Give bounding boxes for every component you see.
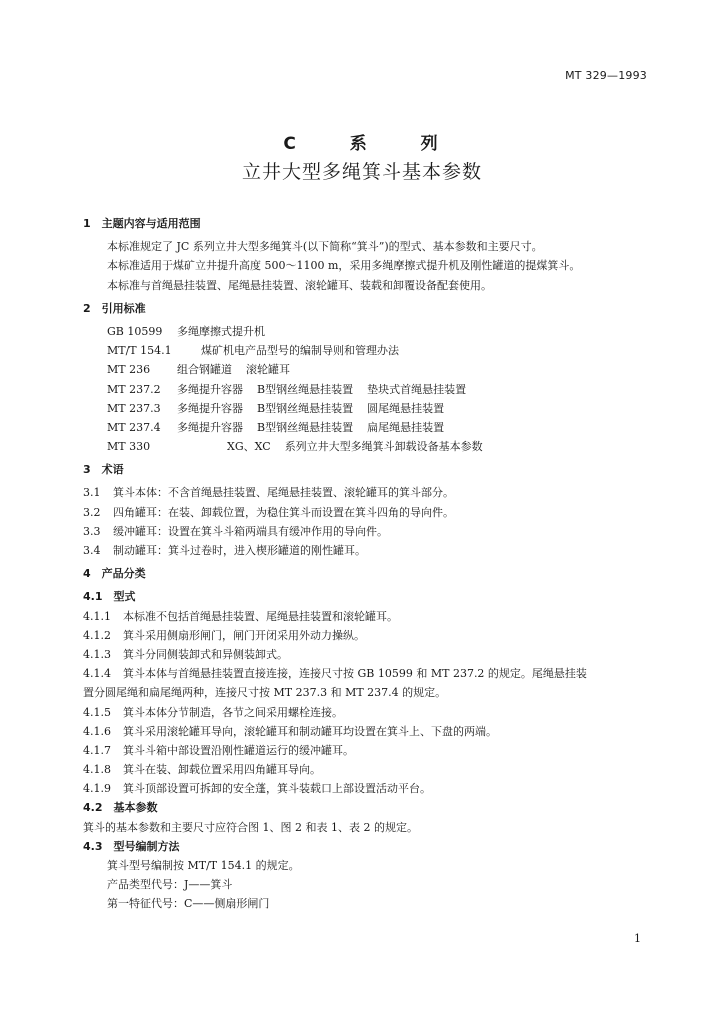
reference-item	[83, 322, 643, 341]
clause-continuation: 置分圆尾绳和扁尾绳两种，连接尺寸按 MT 237.3 和 MT 237.4 的规定。	[83, 686, 447, 700]
reference-code: MT 330	[107, 440, 151, 454]
clause-item	[83, 664, 643, 683]
term-item	[83, 541, 643, 560]
reference-item	[83, 418, 643, 437]
reference-code: MT/T 154.1	[107, 344, 172, 358]
clause-text: 箕斗本体分节制造，各节之间采用螺栓连接。	[123, 705, 343, 719]
term-text: 箕斗本体：不含首绳悬挂装置、尾绳悬挂装置、滚轮罐耳的箕斗部分。	[113, 486, 454, 500]
clause-item	[83, 779, 643, 798]
clause-number: 4.1.2	[83, 628, 111, 642]
clause-number: 4.1.6	[83, 724, 111, 738]
reference-title: XG、XC	[227, 440, 271, 454]
clause-number: 4.1.1	[83, 609, 111, 623]
clause-text: 箕斗顶部设置可拆卸的安全蓬，箕斗装载口上部设置活动平台。	[123, 782, 431, 796]
reference-item	[83, 341, 643, 360]
clause-item	[83, 645, 643, 664]
reference-title: 组合钢罐道	[177, 363, 232, 377]
section-4-heading: 4 产品分类	[83, 567, 146, 581]
clause-item	[83, 626, 643, 645]
section-1-para-1: 本标准规定了 JC 系列立井大型多绳箕斗(以下简称“箕斗”)的型式、基本参数和主要尺寸。	[107, 240, 543, 254]
clause-number: 4.1.3	[83, 647, 111, 661]
clause-number: 4.1.5	[83, 705, 111, 719]
term-number: 3.4	[83, 544, 101, 557]
clause-number: 4.1.9	[83, 782, 111, 796]
document-body	[83, 210, 643, 914]
section-4-3-line-1: 箕斗型号编制按 MT/T 154.1 的规定。	[107, 859, 300, 872]
clause-number: 4.1.8	[83, 763, 111, 777]
clause-number: 4.1.4	[83, 667, 111, 681]
clause-text: 箕斗本体与首绳悬挂装置直接连接，连接尺寸按 GB 10599 和 MT 237.2 的规定。尾绳悬挂装	[123, 667, 587, 681]
reference-code: MT 237.3	[107, 401, 161, 415]
reference-code: GB 10599	[107, 324, 163, 338]
section-4-2-heading: 4.2 基本参数	[83, 801, 158, 815]
term-number: 3.2	[83, 505, 101, 519]
section-4-3-line-2: 产品类型代号：J——箕斗	[107, 878, 233, 892]
reference-code: MT 237.4	[107, 420, 161, 434]
title-series: C 系 列	[283, 134, 441, 154]
section-4-3-heading: 4.3 型号编制方法	[83, 839, 180, 853]
reference-part: 垫块式首绳悬挂装置	[367, 382, 467, 396]
reference-part: 扁尾绳悬挂装置	[367, 420, 445, 434]
reference-code: MT 237.2	[107, 382, 161, 396]
section-2-heading: 2 引用标准	[83, 301, 146, 315]
section-3-heading: 3 术语	[83, 463, 124, 477]
reference-subtitle: B型钢丝绳悬挂装置	[257, 401, 354, 415]
reference-title: 多绳摩擦式提升机	[177, 324, 265, 338]
clause-text: 箕斗斗箱中部设置沿刚性罐道运行的缓冲罐耳。	[123, 743, 354, 757]
page-number: 1	[634, 932, 641, 945]
reference-title: 多绳提升容器	[177, 401, 243, 415]
clause-item	[83, 703, 643, 722]
reference-item	[83, 437, 643, 456]
clause-text: 箕斗分同侧装卸式和异侧装卸式。	[123, 647, 288, 661]
reference-title: 煤矿机电产品型号的编制导则和管理办法	[201, 344, 399, 358]
standard-code: MT 329—1993	[565, 69, 647, 82]
clause-text: 箕斗在装、卸载位置采用四角罐耳导向。	[123, 763, 321, 777]
reference-title: 多绳提升容器	[177, 382, 243, 396]
term-item	[83, 522, 643, 541]
reference-part: 圆尾绳悬挂装置	[367, 401, 445, 415]
section-1-heading: 1 主题内容与适用范围	[83, 217, 201, 230]
reference-item	[83, 360, 643, 379]
reference-title: 多绳提升容器	[177, 420, 243, 434]
section-1-para-2: 本标准适用于煤矿立井提升高度 500～1100 m，采用多绳摩擦式提升机及刚性罐道的提煤箕斗。	[107, 259, 581, 273]
clause-text: 本标准不包括首绳悬挂装置、尾绳悬挂装置和滚轮罐耳。	[123, 609, 398, 623]
reference-item	[83, 380, 643, 399]
clause-text: 箕斗采用滚轮罐耳导向，滚轮罐耳和制动罐耳均设置在箕斗上、下盘的两端。	[123, 724, 497, 738]
clause-text: 箕斗采用侧扇形闸门，闸门开闭采用外动力操纵。	[123, 628, 365, 642]
term-number: 3.3	[83, 524, 101, 538]
clause-item	[83, 722, 643, 741]
section-4-2-text: 箕斗的基本参数和主要尺寸应符合图 1、图 2 和表 1、表 2 的规定。	[83, 820, 418, 834]
clause-item	[83, 741, 643, 760]
reference-subtitle: 系列立井大型多绳箕斗卸载设备基本参数	[284, 440, 483, 454]
reference-subtitle: B型钢丝绳悬挂装置	[257, 382, 354, 396]
clause-item	[83, 760, 643, 779]
reference-code: MT 236	[107, 363, 151, 377]
reference-subtitle: B型钢丝绳悬挂装置	[257, 420, 354, 434]
section-4-3-line-3: 第一特征代号：C——侧扇形闸门	[107, 897, 270, 911]
clause-item	[83, 607, 643, 626]
term-text: 四角罐耳：在装、卸载位置，为稳住箕斗而设置在箕斗四角的导向件。	[113, 505, 454, 519]
reference-item	[83, 399, 643, 418]
term-text: 制动罐耳：箕斗过卷时，进入楔形罐道的刚性罐耳。	[113, 544, 366, 557]
page-title: 立井大型多绳箕斗基本参数	[241, 161, 482, 183]
term-number: 3.1	[83, 486, 101, 500]
term-item	[83, 483, 643, 502]
section-4-1-heading: 4.1 型式	[83, 590, 136, 604]
term-item	[83, 503, 643, 522]
term-text: 缓冲罐耳：设置在箕斗斗箱两端具有缓冲作用的导向件。	[113, 524, 388, 538]
clause-number: 4.1.7	[83, 743, 111, 757]
reference-subtitle: 滚轮罐耳	[246, 363, 290, 377]
section-1-para-3: 本标准与首绳悬挂装置、尾绳悬挂装置、滚轮罐耳、装载和卸覆设备配套使用。	[107, 278, 492, 292]
